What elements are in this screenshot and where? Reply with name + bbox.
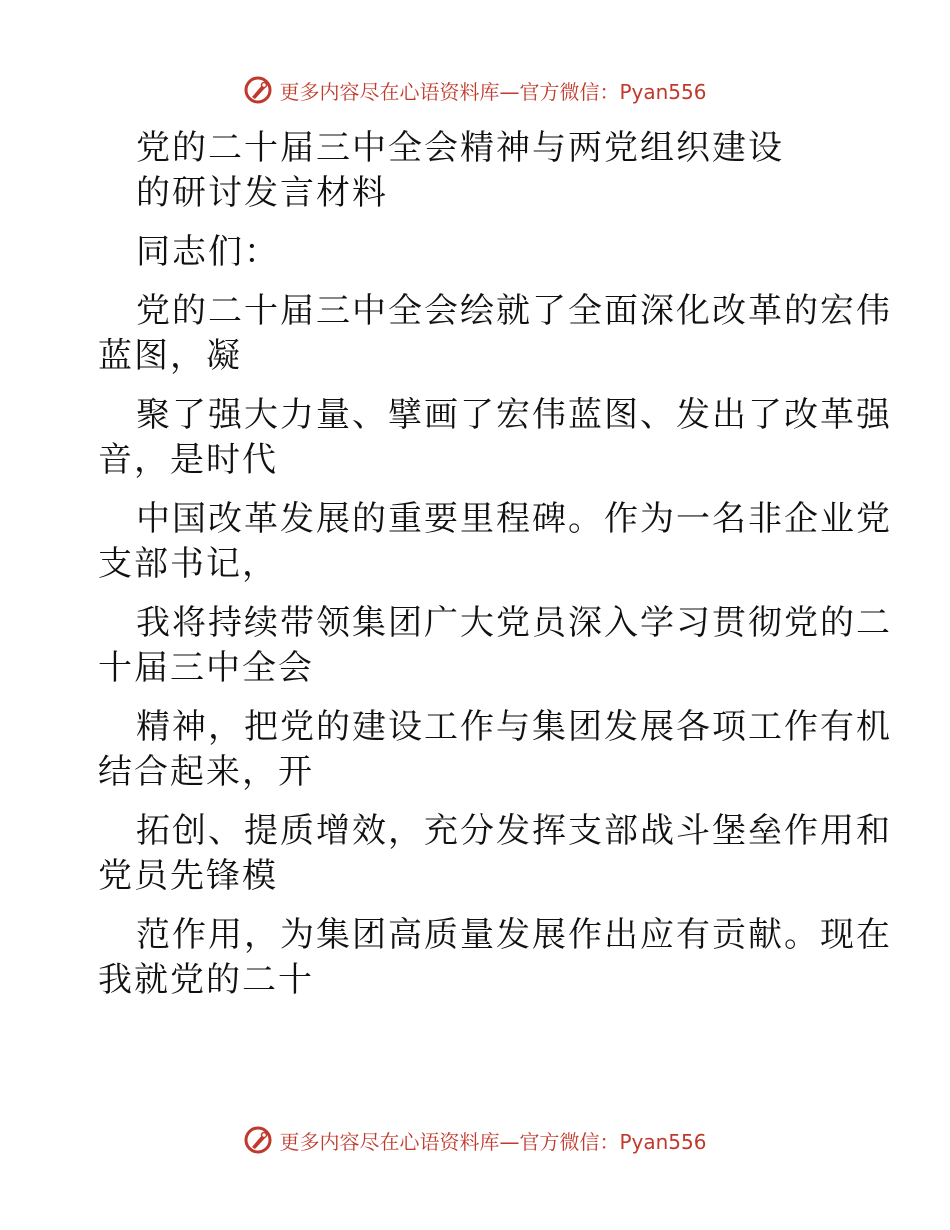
title-line-2: 的研讨发言材料 — [136, 173, 388, 213]
paragraph-line: 聚了强大力量、擘画了宏伟蓝图、发出了改革强 — [136, 395, 892, 435]
pen-nib-circle-icon — [243, 1125, 273, 1155]
paragraph-line: 结合起来，开 — [98, 752, 314, 792]
paragraph-line: 中国改革发展的重要里程碑。作为一名非企业党 — [136, 499, 892, 539]
paragraph-line: 支部书记， — [98, 544, 278, 584]
title-line-1: 党的二十届三中全会精神与两党组织建设 — [136, 128, 784, 168]
paragraph-line: 拓创、提质增效，充分发挥支部战斗堡垒作用和 — [136, 811, 892, 851]
paragraph-line: 范作用，为集团高质量发展作出应有贡献。现在 — [136, 915, 892, 955]
salutation: 同志们： — [136, 232, 280, 272]
document-body — [98, 126, 892, 1003]
paragraph-line: 精神，把党的建设工作与集团发展各项工作有机 — [136, 707, 892, 747]
paragraph-line: 党员先锋模 — [98, 856, 278, 896]
paragraph-line: 蓝图，凝 — [98, 336, 242, 376]
paragraph-line: 我将持续带领集团广大党员深入学习贯彻党的二 — [136, 603, 892, 643]
paragraph-line: 音，是时代 — [98, 440, 278, 480]
paragraph-line: 我就党的二十 — [98, 960, 314, 1000]
paragraph-line: 党的二十届三中全会绘就了全面深化改革的宏伟 — [136, 291, 892, 331]
paragraph-line: 十届三中全会 — [98, 648, 314, 688]
watermark-text: 更多内容尽在心语资料库—官方微信：Pyan556 — [279, 79, 707, 104]
watermark-text: 更多内容尽在心语资料库—官方微信：Pyan556 — [279, 1129, 707, 1154]
header-watermark-banner — [0, 70, 950, 110]
pen-nib-circle-icon — [243, 75, 273, 105]
footer-watermark-banner — [0, 1120, 950, 1160]
